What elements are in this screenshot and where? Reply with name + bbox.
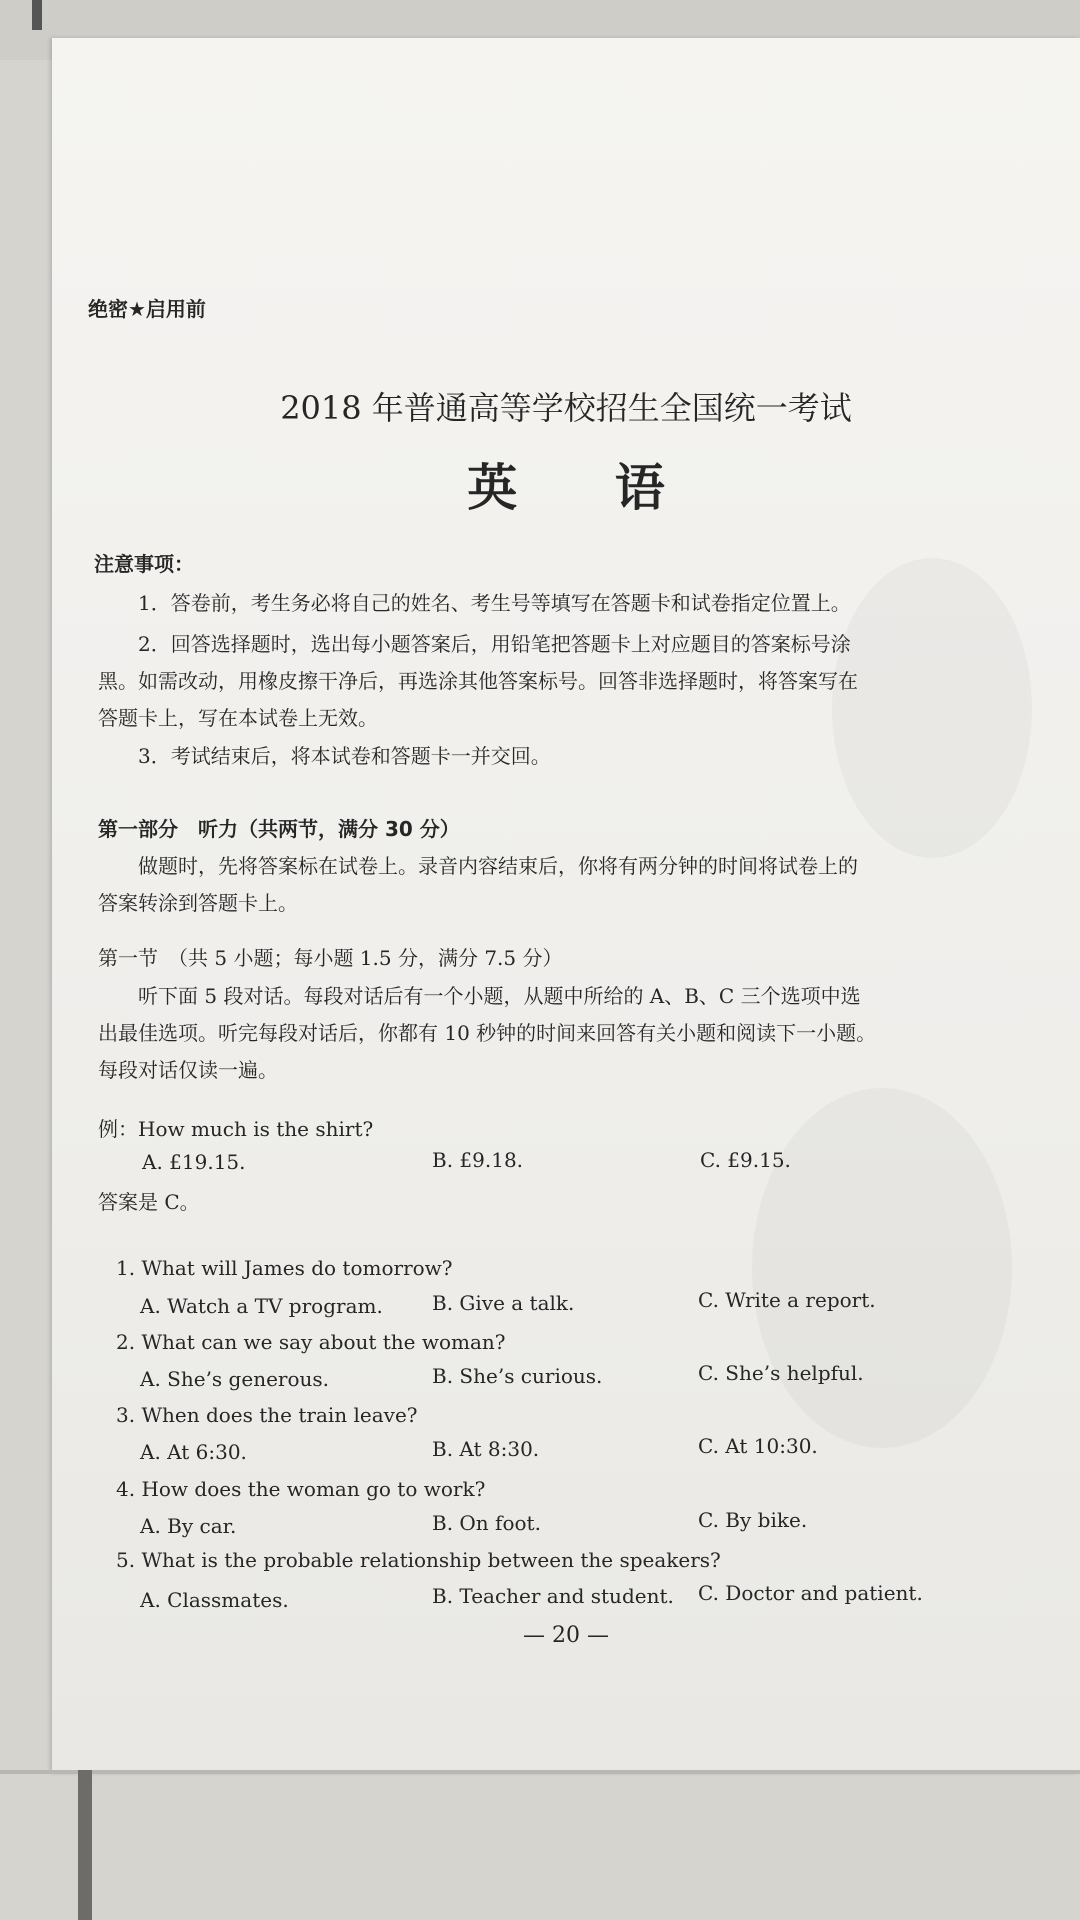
q1-option-a: A. Watch a TV program. (140, 1294, 383, 1318)
example-option-c: C. £9.15. (700, 1148, 791, 1172)
notice-item: 黑。如需改动，用橡皮擦干净后，再选涂其他答案标号。回答非选择题时，将答案写在 (98, 669, 858, 693)
notice-item: 答题卡上，写在本试卷上无效。 (98, 706, 378, 730)
q4-option-c: C. By bike. (698, 1508, 808, 1532)
floor-tile-seam (0, 1770, 1080, 1774)
question-2: 2. What can we say about the woman? (116, 1330, 506, 1354)
floor-tile-seam (78, 1770, 92, 1920)
exam-paper (52, 38, 1080, 1773)
section1-instruction: 每段对话仅读一遍。 (98, 1058, 278, 1082)
example-option-b: B. £9.18. (432, 1148, 524, 1172)
part1-instruction: 答案转涂到答题卡上。 (98, 891, 298, 915)
question-1: 1. What will James do tomorrow? (116, 1256, 453, 1280)
exam-title: 2018 年普通高等学校招生全国统一考试 (280, 389, 852, 427)
background-edge (32, 0, 42, 30)
q5-option-b: B. Teacher and student. (432, 1584, 674, 1608)
q3-option-a: A. At 6:30. (140, 1440, 247, 1464)
question-5: 5. What is the probable relationship between the speakers? (116, 1548, 721, 1572)
q1-option-b: B. Give a talk. (432, 1291, 575, 1315)
q2-option-b: B. She’s curious. (432, 1364, 603, 1388)
notice-item: 3．考试结束后，将本试卷和答题卡一并交回。 (138, 744, 551, 768)
q2-option-a: A. She’s generous. (140, 1367, 330, 1391)
confidential-mark: 绝密★启用前 (88, 297, 206, 321)
question-4: 4. How does the woman go to work? (116, 1477, 486, 1501)
section1-instruction: 听下面 5 段对话。每段对话后有一个小题，从题中所给的 A、B、C 三个选项中选 (138, 984, 861, 1008)
q4-option-a: A. By car. (140, 1514, 237, 1538)
q2-option-c: C. She’s helpful. (698, 1361, 864, 1385)
part1-instruction: 做题时，先将答案标在试卷上。录音内容结束后，你将有两分钟的时间将试卷上的 (138, 854, 858, 878)
q3-option-c: C. At 10:30. (698, 1434, 818, 1458)
example-question: 例：How much is the shirt? (98, 1117, 374, 1141)
bleed-through-mark (832, 558, 1032, 858)
example-answer: 答案是 C。 (98, 1190, 200, 1214)
q4-option-b: B. On foot. (432, 1511, 541, 1535)
section1-heading: 第一节 （共 5 小题；每小题 1.5 分，满分 7.5 分） (98, 946, 563, 970)
subject-title: 英 语 (467, 458, 705, 517)
notice-item: 1．答卷前，考生务必将自己的姓名、考生号等填写在答题卡和试卷指定位置上。 (138, 591, 851, 615)
q1-option-c: C. Write a report. (698, 1288, 876, 1312)
q3-option-b: B. At 8:30. (432, 1437, 540, 1461)
bleed-through-mark (752, 1088, 1012, 1448)
part1-heading: 第一部分 听力（共两节，满分 30 分） (98, 817, 460, 841)
section1-instruction: 出最佳选项。听完每段对话后，你都有 10 秒钟的时间来回答有关小题和阅读下一小题。 (98, 1021, 877, 1045)
q5-option-c: C. Doctor and patient. (698, 1581, 923, 1605)
notice-item: 2．回答选择题时，选出每小题答案后，用铅笔把答题卡上对应题目的答案标号涂 (138, 632, 851, 656)
question-3: 3. When does the train leave? (116, 1403, 418, 1427)
page-number: — 20 — (523, 1623, 609, 1648)
example-option-a: A. £19.15. (142, 1150, 246, 1174)
q5-option-a: A. Classmates. (140, 1588, 289, 1612)
notice-heading: 注意事项： (94, 552, 194, 576)
